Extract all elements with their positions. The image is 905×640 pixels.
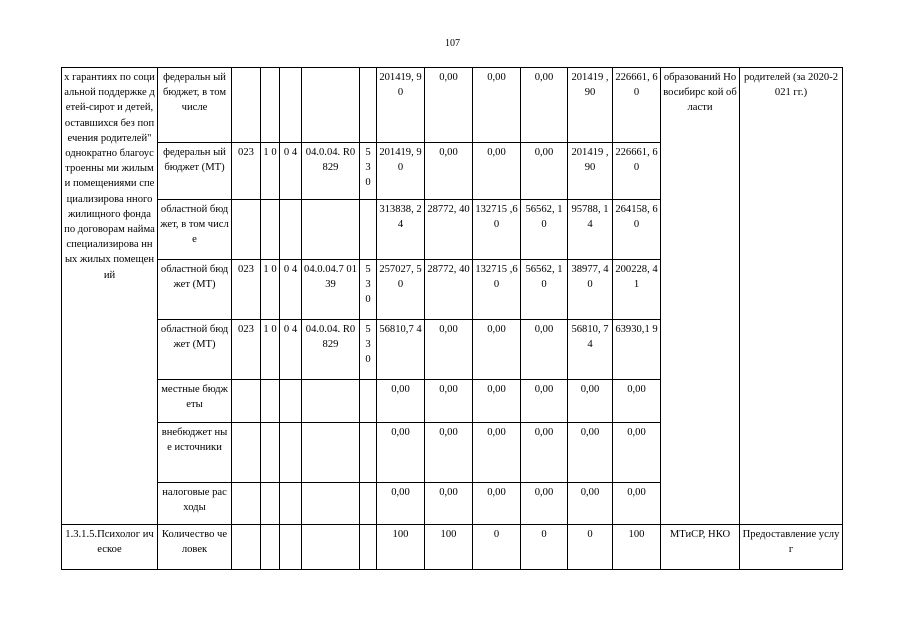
- cell-v6: 226661, 60: [613, 68, 661, 143]
- cell-v5: 56810, 74: [568, 320, 613, 380]
- cell-v2: 100: [425, 525, 473, 570]
- cell-v1: 0,00: [377, 483, 425, 525]
- table-row: [62, 68, 843, 143]
- cell-executor: МТиСР, НКО: [661, 525, 740, 570]
- cell-v6: 226661, 60: [613, 143, 661, 200]
- cell-v2: 0,00: [425, 380, 473, 423]
- cell-v5: 0,00: [568, 423, 613, 483]
- cell-v1: 201419, 90: [377, 68, 425, 143]
- cell-v2: 0,00: [425, 423, 473, 483]
- cell-v1: 0,00: [377, 423, 425, 483]
- cell-v1: 201419, 90: [377, 143, 425, 200]
- empty-cell: [302, 525, 360, 570]
- cell-csr: [302, 380, 360, 423]
- cell-v6: 63930,1 9: [613, 320, 661, 380]
- cell-result: Предоставление услуг: [740, 525, 843, 570]
- page-number: 107: [445, 38, 460, 49]
- cell-csr: [302, 423, 360, 483]
- cell-source: налоговые расходы: [158, 483, 232, 525]
- cell-source: областной бюджет (МТ): [158, 260, 232, 320]
- cell-v4: 0,00: [521, 143, 568, 200]
- cell-pr: [280, 68, 302, 143]
- cell-v2: 0,00: [425, 483, 473, 525]
- cell-rz: 1 0: [261, 143, 280, 200]
- cell-v3: 132715 ,60: [473, 200, 521, 260]
- cell-v1: 313838, 24: [377, 200, 425, 260]
- cell-vr: [360, 483, 377, 525]
- cell-v2: 0,00: [425, 143, 473, 200]
- cell-vr: 5 3 0: [360, 143, 377, 200]
- cell-v5: 0,00: [568, 380, 613, 423]
- cell-v4: 56562, 10: [521, 200, 568, 260]
- cell-source: областной бюджет (МТ): [158, 320, 232, 380]
- cell-grbs: [232, 483, 261, 525]
- cell-v1: 100: [377, 525, 425, 570]
- cell-v3: 0,00: [473, 423, 521, 483]
- cell-v3: 132715 ,60: [473, 260, 521, 320]
- cell-v3: 0,00: [473, 483, 521, 525]
- cell-source: Количество человек: [158, 525, 232, 570]
- cell-v5: 201419 ,90: [568, 143, 613, 200]
- cell-vr: [360, 200, 377, 260]
- cell-rz: [261, 200, 280, 260]
- cell-source: федеральн ый бюджет, в том числе: [158, 68, 232, 143]
- cell-pr: [280, 423, 302, 483]
- cell-event: 1.3.1.5.Психолог ическое: [62, 525, 158, 570]
- cell-source: федеральн ый бюджет (МТ): [158, 143, 232, 200]
- empty-cell: [232, 525, 261, 570]
- cell-v6: 0,00: [613, 423, 661, 483]
- cell-v6: 200228, 41: [613, 260, 661, 320]
- cell-csr: [302, 68, 360, 143]
- empty-cell: [261, 525, 280, 570]
- cell-rz: 1 0: [261, 320, 280, 380]
- cell-v1: 0,00: [377, 380, 425, 423]
- executor-cell: образований Новосибирс кой области: [661, 68, 740, 525]
- cell-pr: 0 4: [280, 143, 302, 200]
- cell-grbs: [232, 200, 261, 260]
- empty-cell: [280, 525, 302, 570]
- cell-csr: 04.0.04.7 0139: [302, 260, 360, 320]
- cell-pr: [280, 483, 302, 525]
- cell-v6: 100: [613, 525, 661, 570]
- cell-v6: 0,00: [613, 483, 661, 525]
- cell-vr: 5 3 0: [360, 320, 377, 380]
- event-title-cell: х гарантиях по социальной поддержке детей-сирот и детей, оставшихся без попечения родителей" однократно благоустроенны ми жилыми помещениями специализирова нного жилищного фонда по договорам найма специализирова нных жилых помещений: [62, 68, 158, 525]
- cell-csr: [302, 483, 360, 525]
- cell-v6: 0,00: [613, 380, 661, 423]
- cell-v4: 56562, 10: [521, 260, 568, 320]
- cell-v4: 0,00: [521, 380, 568, 423]
- cell-csr: 04.0.04. R0829: [302, 320, 360, 380]
- cell-v4: 0: [521, 525, 568, 570]
- cell-v4: 0,00: [521, 423, 568, 483]
- cell-grbs: 023: [232, 143, 261, 200]
- cell-v2: 28772, 40: [425, 200, 473, 260]
- table-row: [62, 525, 843, 570]
- cell-grbs: [232, 68, 261, 143]
- result-cell: родителей (за 2020-2021 гг.): [740, 68, 843, 525]
- cell-csr: 04.0.04. R0829: [302, 143, 360, 200]
- cell-grbs: 023: [232, 320, 261, 380]
- cell-vr: 5 3 0: [360, 260, 377, 320]
- cell-pr: 0 4: [280, 320, 302, 380]
- cell-v1: 56810,7 4: [377, 320, 425, 380]
- cell-v3: 0,00: [473, 320, 521, 380]
- cell-v3: 0,00: [473, 68, 521, 143]
- cell-v5: 95788, 14: [568, 200, 613, 260]
- cell-v2: 28772, 40: [425, 260, 473, 320]
- cell-v4: 0,00: [521, 320, 568, 380]
- cell-csr: [302, 200, 360, 260]
- cell-source: местные бюджеты: [158, 380, 232, 423]
- cell-v2: 0,00: [425, 320, 473, 380]
- program-events-table: [61, 67, 843, 570]
- cell-vr: [360, 423, 377, 483]
- cell-v5: 0: [568, 525, 613, 570]
- cell-rz: [261, 483, 280, 525]
- cell-grbs: [232, 380, 261, 423]
- cell-v3: 0,00: [473, 143, 521, 200]
- cell-v6: 264158, 60: [613, 200, 661, 260]
- cell-v3: 0: [473, 525, 521, 570]
- cell-v5: 0,00: [568, 483, 613, 525]
- cell-v3: 0,00: [473, 380, 521, 423]
- cell-pr: [280, 200, 302, 260]
- cell-source: внебюджет ные источники: [158, 423, 232, 483]
- cell-v5: 201419 ,90: [568, 68, 613, 143]
- cell-vr: [360, 380, 377, 423]
- cell-rz: [261, 423, 280, 483]
- cell-v1: 257027, 50: [377, 260, 425, 320]
- cell-source: областной бюджет, в том числе: [158, 200, 232, 260]
- cell-v4: 0,00: [521, 483, 568, 525]
- cell-grbs: 023: [232, 260, 261, 320]
- cell-vr: [360, 68, 377, 143]
- cell-v4: 0,00: [521, 68, 568, 143]
- cell-pr: [280, 380, 302, 423]
- empty-cell: [360, 525, 377, 570]
- cell-v2: 0,00: [425, 68, 473, 143]
- cell-pr: 0 4: [280, 260, 302, 320]
- cell-v5: 38977, 40: [568, 260, 613, 320]
- cell-grbs: [232, 423, 261, 483]
- cell-rz: [261, 68, 280, 143]
- cell-rz: 1 0: [261, 260, 280, 320]
- cell-rz: [261, 380, 280, 423]
